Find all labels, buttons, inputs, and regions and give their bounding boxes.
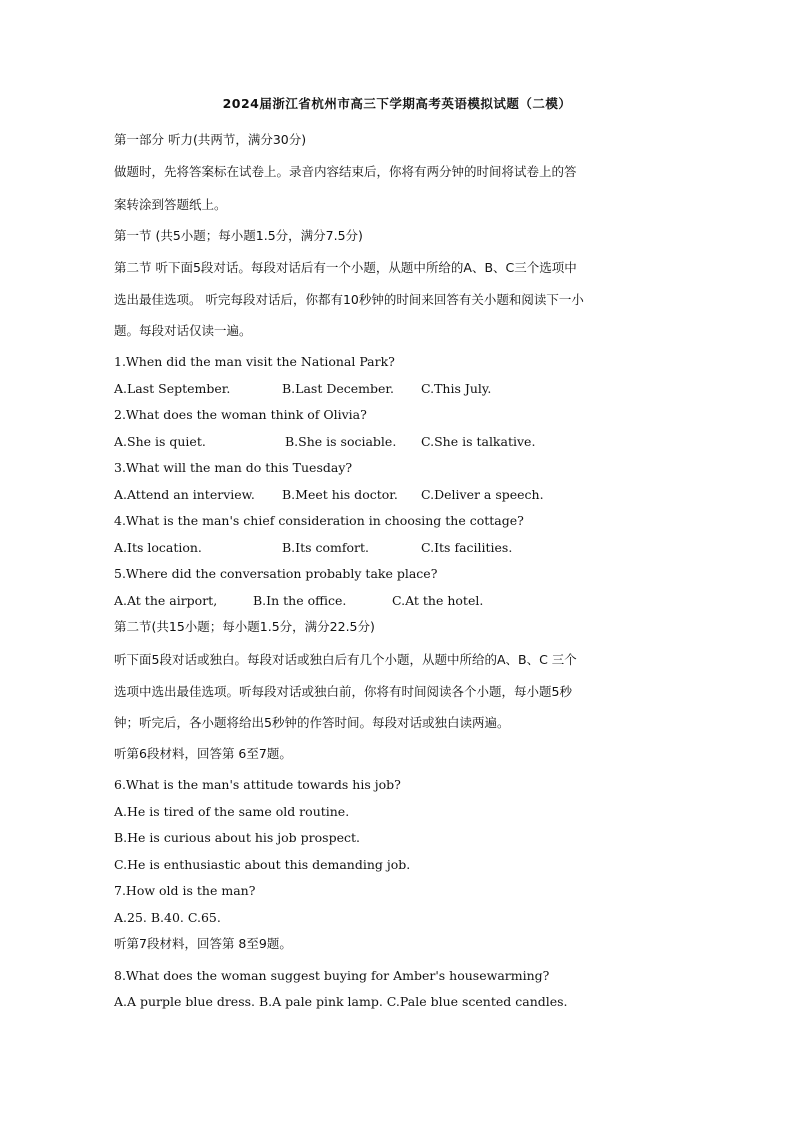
option-c: C.This July. <box>421 381 492 396</box>
option-b: B.She is sociable. <box>285 434 397 449</box>
option-b: B.Last December. <box>282 381 394 396</box>
option-a: A.At the airport, <box>114 593 218 608</box>
option-a: A.Its location. <box>114 540 202 555</box>
question-7: 7.How old is the man? <box>114 883 256 898</box>
option-b: B.Meet his doctor. <box>282 487 398 502</box>
option-b: B.Its comfort. <box>282 540 370 555</box>
section1-desc-line-3: 题。每段对话仅读一遍。 <box>114 323 252 338</box>
question-7-options: A.25. B.40. C.65. <box>114 910 221 925</box>
option-a: A.Attend an interview. <box>114 487 255 502</box>
option-c: C.Its facilities. <box>421 540 513 555</box>
question-5: 5.Where did the conversation probably take place? <box>114 566 438 581</box>
option-c: C.Deliver a speech. <box>421 487 544 502</box>
section1-desc-line-2: 选出最佳选项。 听完每段对话后，你都有10秒钟的时间来回答有关小题和阅读下一小 <box>114 292 584 307</box>
question-1-options <box>114 381 684 397</box>
section1-heading: 第一节 (共5小题；每小题1.5分，满分7.5分) <box>114 228 363 243</box>
question-2: 2.What does the woman think of Olivia? <box>114 407 367 422</box>
material-7-heading: 听第7段材料，回答第 8至9题。 <box>114 936 292 951</box>
question-2-options <box>114 434 684 450</box>
question-3: 3.What will the man do this Tuesday? <box>114 460 353 475</box>
option-c: C.She is talkative. <box>421 434 536 449</box>
page-title: 2024届浙江省杭州市高三下学期高考英语模拟试题（二模） <box>222 96 572 111</box>
question-8-options: A.A purple blue dress. B.A pale pink lamp. C.Pale blue scented candles. <box>114 994 568 1009</box>
question-4-options <box>114 540 684 556</box>
part1-heading: 第一部分 听力(共两节，满分30分) <box>114 132 307 147</box>
option-b: B.In the office. <box>253 593 347 608</box>
question-3-options <box>114 487 684 503</box>
section2-desc-line-1: 听下面5段对话或独白。每段对话或独白后有几个小题，从题中所给的A、B、C 三个 <box>114 652 577 667</box>
question-6: 6.What is the man's attitude towards his job? <box>114 777 401 792</box>
question-1: 1.When did the man visit the National Park? <box>114 354 395 369</box>
material-6-heading: 听第6段材料，回答第 6至7题。 <box>114 746 292 761</box>
question-6-option-c: C.He is enthusiastic about this demanding job. <box>114 857 411 872</box>
section2-heading: 第二节(共15小题；每小题1.5分，满分22.5分) <box>114 619 375 634</box>
section2-desc-line-2: 选项中选出最佳选项。听每段对话或独白前，你将有时间阅读各个小题，每小题5秒 <box>114 684 572 699</box>
question-5-options <box>114 593 684 609</box>
instructions-line-1: 做题时，先将答案标在试卷上。录音内容结束后，你将有两分钟的时间将试卷上的答 <box>114 164 577 179</box>
question-6-option-b: B.He is curious about his job prospect. <box>114 830 360 845</box>
option-a: A.She is quiet. <box>114 434 206 449</box>
question-4: 4.What is the man's chief consideration in choosing the cottage? <box>114 513 524 528</box>
option-c: C.At the hotel. <box>392 593 484 608</box>
question-6-option-a: A.He is tired of the same old routine. <box>114 804 350 819</box>
instructions-line-2: 案转涂到答题纸上。 <box>114 197 227 212</box>
section2-desc-line-3: 钟；听完后，各小题将给出5秒钟的作答时间。每段对话或独白读两遍。 <box>114 715 510 730</box>
section1-desc-line-1: 第二节 听下面5段对话。每段对话后有一个小题，从题中所给的A、B、C三个选项中 <box>114 260 577 275</box>
option-a: A.Last September. <box>114 381 231 396</box>
question-8: 8.What does the woman suggest buying for Amber's housewarming? <box>114 968 550 983</box>
